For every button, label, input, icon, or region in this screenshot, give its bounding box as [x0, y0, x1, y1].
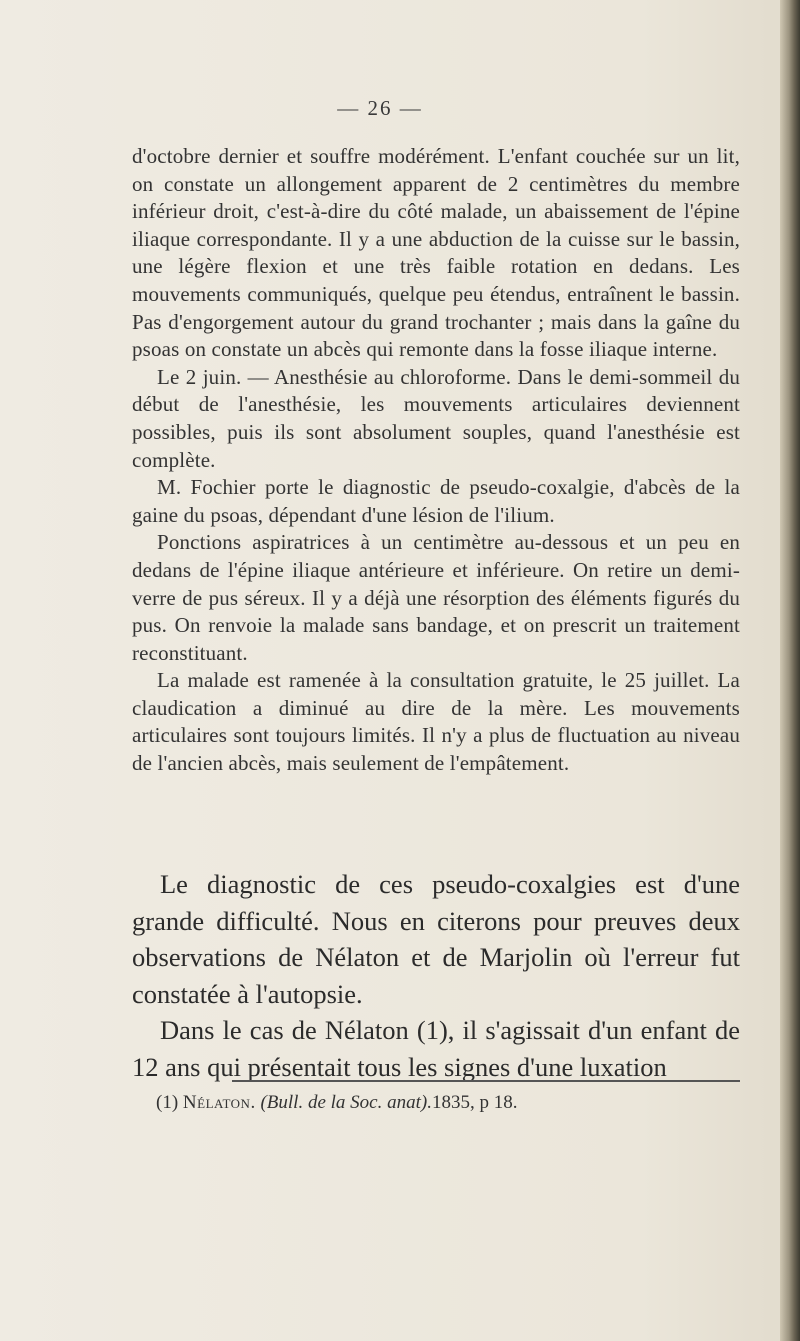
- paragraph-nelaton-case: Dans le cas de Nélaton (1), il s'agissait d'un enfant de 12 ans qui présentait tous les signes d'une luxation: [132, 1015, 740, 1082]
- page-edge-shadow: [780, 0, 800, 1341]
- paragraph-diagnosis: M. Fochier porte le diagnostic de pseudo-coxalgie, d'abcès de la gaine du psoas, dépendant d'une lésion de l'ilium.: [132, 475, 740, 527]
- paragraph-puncture: Ponctions aspiratrices à un centimètre au-dessous et un peu en dedans de l'épine iliaque antérieure et inférieure. On retire un demi-verre de pus séreux. Il y a déjà une résorption des éléments figurés du pus. On renvoie la malade sans bandage, et on prescrit un traitement reconstituant.: [132, 530, 740, 665]
- observation-text-block: [132, 143, 740, 778]
- footnote: [156, 1092, 756, 1114]
- paragraph-symptoms: d'octobre dernier et souffre modérément. L'enfant couchée sur un lit, on constate un allongement apparent de 2 centimètres du membre inférieur droit, c'est-à-dire du côté malade, un abaissement de l'épine iliaque correspondante. Il y a une abduction de la cuisse sur le bassin, une légère flexion et une très faible rotation en dedans. Les mouvements communiqués, quelque peu étendus, entraînent le bassin. Pas d'engorgement autour du grand trochanter ; mais dans la gaîne du psoas on constate un abcès qui remonte dans la fosse iliaque interne.: [132, 144, 740, 362]
- paragraph-diagnosis-difficulty: Le diagnostic de ces pseudo-coxalgies est d'une grande difficulté. Nous en citerons pour preuves deux observations de Nélaton et de Marjolin où l'erreur fut constatée à l'autopsie.: [132, 869, 740, 1009]
- paragraph-follow-up: La malade est ramenée à la consultation gratuite, le 25 juillet. La claudication a diminué au dire de la mère. Les mouvements articulaires sont toujours limités. Il n'y a plus de fluctuation au niveau de l'ancien abcès, mais seulement de l'empâtement.: [132, 668, 740, 776]
- footnote-source: (Bull. de la Soc. anat).: [260, 1092, 432, 1113]
- footnote-details: 1835, p 18.: [431, 1092, 518, 1113]
- main-text-block: [132, 866, 740, 1085]
- footnote-marker: (1): [156, 1092, 179, 1113]
- footnote-divider: [232, 1080, 740, 1082]
- page-number: — 26 —: [337, 96, 423, 120]
- paragraph-anesthesia: Le 2 juin. — Anesthésie au chloroforme. Dans le demi-sommeil du début de l'anesthésie, les mouvements articulaires deviennent possibles, puis ils sont absolument souples, quand l'anesthésie est complète.: [132, 364, 740, 472]
- footnote-author: Nélaton.: [182, 1092, 256, 1113]
